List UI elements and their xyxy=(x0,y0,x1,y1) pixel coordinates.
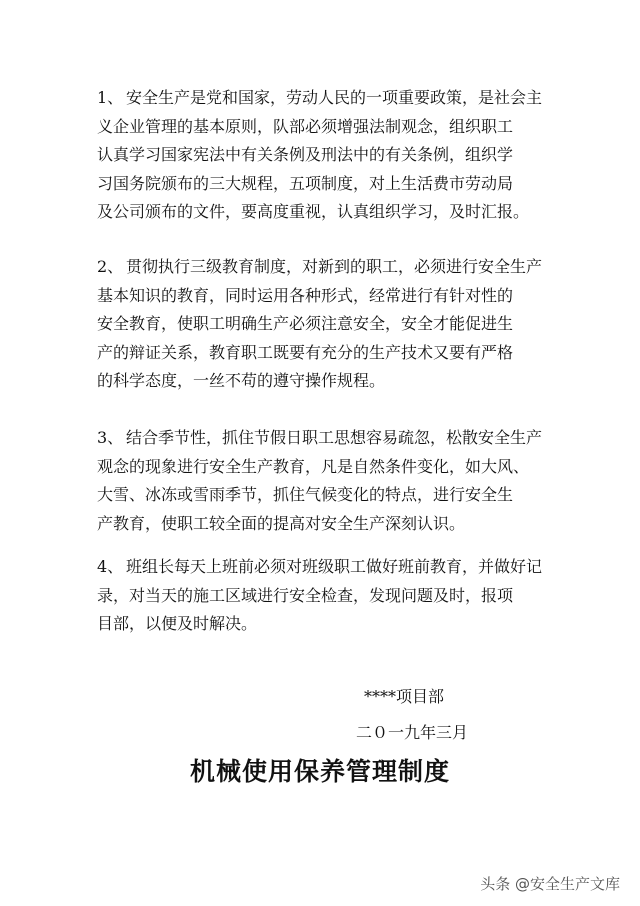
clause-3 xyxy=(97,424,547,538)
clause-number: 2、 xyxy=(97,257,124,276)
clause-line: 的科学态度，一丝不苟的遵守操作规程。 xyxy=(97,371,386,390)
clause-line: 大雪、冰冻或雪雨季节，抓住气候变化的特点，进行安全生 xyxy=(97,485,514,504)
clause-line: 班组长每天上班前必须对班级职工做好班前教育，并做好记 xyxy=(126,557,543,576)
clause-line: 义企业管理的基本原则，队部必须增强法制观念，组织职工 xyxy=(97,116,514,136)
signature-department: ****项目部 xyxy=(364,687,445,706)
clause-number: 1、 xyxy=(97,88,124,107)
clause-line: 贯彻执行三级教育制度，对新到的职工，必须进行安全生产 xyxy=(126,257,543,276)
clause-line: 安全生产是党和国家，劳动人民的一项重要政策，是社会主 xyxy=(126,88,543,107)
clause-line: 基本知识的教育，同时运用各种形式，经常进行有针对性的 xyxy=(97,285,514,305)
clause-line: 结合季节性，抓住节假日职工思想容易疏忽，松散安全生产 xyxy=(126,428,543,447)
clause-line: 观念的现象进行安全生产教育，凡是自然条件变化，如大风、 xyxy=(97,456,530,476)
clause-line: 产教育，使职工较全面的提高对安全生产深刻认识。 xyxy=(97,513,466,533)
clause-1 xyxy=(97,84,547,227)
clause-line: 习国务院颁布的三大规程，五项制度，对上生活费市劳动局 xyxy=(97,173,514,193)
clause-number: 4、 xyxy=(97,557,124,576)
clause-line: 认真学习国家宪法中有关条例及刑法中的有关条例，组织学 xyxy=(97,145,514,164)
signature-date: 二０一九年三月 xyxy=(356,723,469,742)
clause-line: 产的辩证关系，教育职工既要有充分的生产技术又要有严格 xyxy=(97,342,514,362)
clause-line: 录，对当天的施工区域进行安全检查，发现问题及时，报项 xyxy=(97,585,514,605)
clause-number: 3、 xyxy=(97,428,124,447)
section-heading: 机械使用保养管理制度 xyxy=(189,757,450,786)
clause-line: 安全教育，使职工明确生产必须注意安全，安全才能促进生 xyxy=(97,314,514,333)
clause-line: 目部，以便及时解决。 xyxy=(97,614,258,633)
watermark: 头条 @安全生产文库 xyxy=(480,875,620,893)
clause-line: 及公司颁布的文件，要高度重视，认真组织学习，及时汇报。 xyxy=(97,202,530,221)
clause-4 xyxy=(97,553,547,639)
clause-2 xyxy=(97,253,547,396)
